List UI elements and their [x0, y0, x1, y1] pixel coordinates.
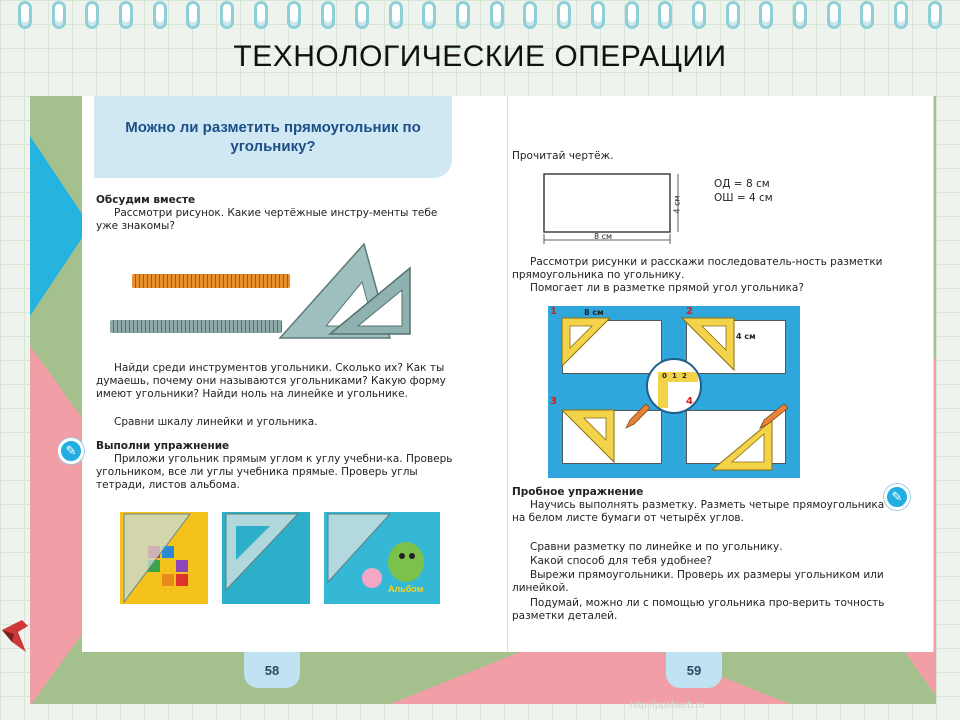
- spiral-ring-icon: [793, 1, 807, 29]
- pencil-icon: ✎: [884, 484, 910, 510]
- spiral-ring-icon: [321, 1, 335, 29]
- marking-steps-diagram: [548, 306, 800, 478]
- instruments-paragraph: Найди среди инструментов угольники. Сколько их? Как ты думаешь, почему они называются угольниками? Какую форму имеют угольники? Найди ноль на линейке и угольнике.: [96, 362, 446, 400]
- od-label: ОД = 8 см: [714, 178, 770, 190]
- decor-blue-triangle: [30, 136, 90, 316]
- textbook-spread: [30, 96, 936, 704]
- osh-label: ОШ = 4 см: [714, 192, 773, 204]
- spiral-ring-icon: [490, 1, 504, 29]
- help-text: Помогает ли в разметке прямой угол угольника?: [530, 282, 804, 294]
- slide-title: ТЕХНОЛОГИЧЕСКИЕ ОПЕРАЦИИ: [233, 40, 727, 73]
- step2-dim-label: 4 см: [736, 332, 756, 341]
- pencil-icon: [624, 402, 650, 430]
- zoom-tick-1: 1: [672, 372, 677, 380]
- exercise-text: Приложи угольник прямым углом к углу учебни-ка. Проверь угольником, все ли углы учебника прямые. Проверь углы тетради, листов альбома.: [96, 453, 453, 491]
- orange-ruler-icon: [132, 274, 290, 288]
- spiral-ring-icon: [692, 1, 706, 29]
- set-square-icon: [558, 314, 618, 374]
- notebook-cover-icon: [222, 512, 310, 604]
- zoom-circle: [646, 358, 702, 414]
- grey-ruler-icon: [110, 320, 282, 333]
- right-page: [508, 96, 934, 652]
- spiral-ring-icon: [220, 1, 234, 29]
- page-number-right: 59: [666, 652, 722, 688]
- spiral-ring-icon: [557, 1, 571, 29]
- consider-text: Рассмотри рисунки и расскажи последователь-ность разметки прямоугольника по угольнику.: [512, 256, 883, 281]
- spiral-binding: [0, 0, 960, 30]
- compare-scale-text: Сравни шкалу линейки и угольника.: [114, 416, 318, 428]
- spiral-ring-icon: [52, 1, 66, 29]
- spiral-ring-icon: [591, 1, 605, 29]
- pencil-icon: [758, 402, 788, 430]
- trial-paragraph-1: Научись выполнять разметку. Разметь четыре прямоугольника на белом листе бумаги от четырёх углов.: [512, 499, 885, 524]
- pencil-icon: ✎: [58, 438, 84, 464]
- album-label: Альбом: [388, 584, 424, 594]
- spiral-ring-icon: [625, 1, 639, 29]
- lesson-heading: Можно ли разметить прямоугольник по угольнику?: [94, 96, 452, 178]
- dim-width-label: 8 см: [594, 232, 613, 241]
- spiral-ring-icon: [119, 1, 133, 29]
- left-page: [82, 96, 508, 652]
- step1-dim-label: 8 см: [584, 308, 604, 317]
- album-cover-icon: [324, 512, 440, 604]
- trial-paragraph-3: Какой способ для тебя удобнее?: [530, 555, 712, 567]
- trial-title: Пробное упражнение: [512, 486, 644, 498]
- step-number: 3: [550, 396, 557, 407]
- spiral-ring-icon: [726, 1, 740, 29]
- zoom-tick-2: 2: [682, 372, 687, 380]
- spiral-ring-icon: [254, 1, 268, 29]
- spiral-ring-icon: [759, 1, 773, 29]
- spiral-ring-icon: [355, 1, 369, 29]
- watermark: http://ppt4web.ru: [630, 700, 705, 711]
- spiral-ring-icon: [658, 1, 672, 29]
- discuss-text: Рассмотри рисунок. Какие чертёжные инстру-менты тебе уже знакомы?: [96, 207, 438, 232]
- trial-paragraph-5: Подумай, можно ли с помощью угольника про-верить точность разметки деталей.: [512, 597, 885, 622]
- spiral-ring-icon: [422, 1, 436, 29]
- bird-icon: [0, 612, 30, 658]
- textbook-cover-icon: [120, 512, 208, 604]
- spiral-ring-icon: [85, 1, 99, 29]
- discuss-title: Обсудим вместе: [96, 194, 196, 206]
- step-number: 1: [550, 306, 557, 317]
- spiral-ring-icon: [186, 1, 200, 29]
- spiral-ring-icon: [287, 1, 301, 29]
- set-square-small-icon: [322, 266, 412, 336]
- dim-height-label: 4 см: [672, 195, 682, 214]
- exercise-title: Выполни упражнение: [96, 440, 230, 452]
- set-square-icon: [558, 404, 622, 470]
- spiral-ring-icon: [456, 1, 470, 29]
- spiral-ring-icon: [523, 1, 537, 29]
- read-drawing-text: Прочитай чертёж.: [512, 150, 614, 162]
- spiral-ring-icon: [860, 1, 874, 29]
- spiral-ring-icon: [894, 1, 908, 29]
- spiral-ring-icon: [18, 1, 32, 29]
- step-number: 2: [686, 306, 693, 317]
- spiral-ring-icon: [827, 1, 841, 29]
- trial-paragraph-4: Вырежи прямоугольники. Проверь их размеры угольником или линейкой.: [512, 569, 884, 594]
- spiral-ring-icon: [928, 1, 942, 29]
- step-number: 4: [686, 396, 693, 407]
- page-number-left: 58: [244, 652, 300, 688]
- spiral-ring-icon: [153, 1, 167, 29]
- zoom-tick-0: 0: [662, 372, 667, 380]
- trial-paragraph-2: Сравни разметку по линейке и по угольнику.: [530, 541, 783, 553]
- spiral-ring-icon: [389, 1, 403, 29]
